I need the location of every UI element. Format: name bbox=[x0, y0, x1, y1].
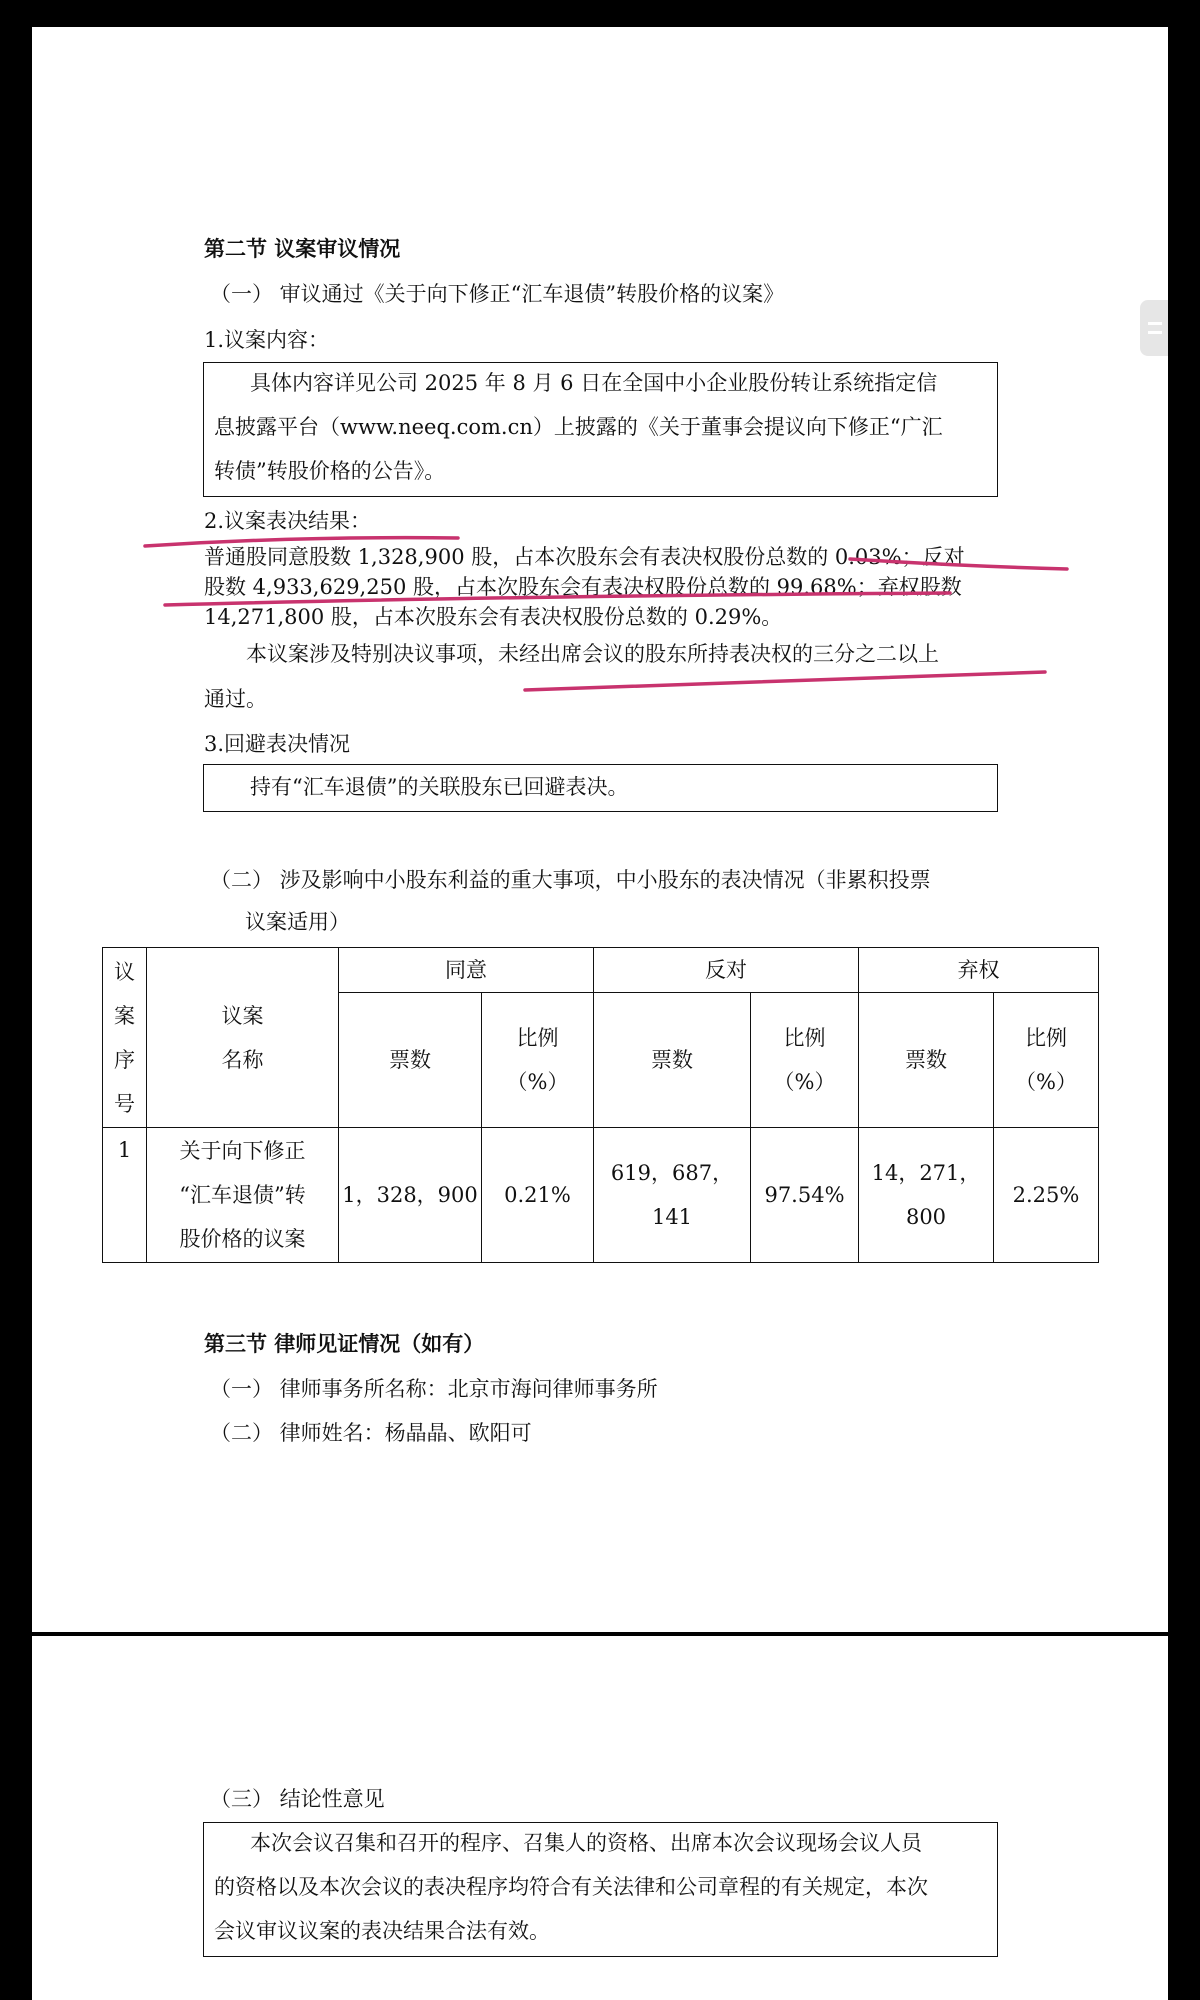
conclusion-box bbox=[203, 1822, 998, 1957]
content-line: 转债”转股价格的公告》。 bbox=[214, 459, 446, 483]
seq-header: 议 案 序 号 bbox=[103, 948, 147, 1128]
law-firm-line: （一） 律师事务所名称：北京市海问律师事务所 bbox=[210, 1377, 658, 1401]
agree-ratio-header: 比例 （%） bbox=[482, 993, 594, 1128]
conclusion-title: （三） 结论性意见 bbox=[210, 1787, 385, 1811]
row-abstain-ratio: 2.25% bbox=[994, 1128, 1099, 1263]
agree-header: 同意 bbox=[339, 948, 594, 993]
abstain-header: 弃权 bbox=[859, 948, 1099, 993]
row-agree-votes: 1，328，900 bbox=[339, 1128, 482, 1263]
result-line: 通过。 bbox=[204, 687, 267, 711]
content-heading: 1.议案内容： bbox=[204, 328, 330, 352]
section3-title: 第三节 律师见证情况（如有） bbox=[204, 1332, 485, 1356]
content-line: 息披露平台（www.neeq.com.cn）上披露的《关于董事会提议向下修正“广汇 bbox=[214, 415, 943, 439]
vote-table bbox=[102, 947, 1099, 1263]
row-against-ratio: 97.54% bbox=[751, 1128, 859, 1263]
against-header: 反对 bbox=[594, 948, 859, 993]
result-line: 普通股同意股数 1,328,900 股，占本次股东会有表决权股份总数的 0.03%；反对 bbox=[204, 545, 965, 569]
result-line: 股数 4,933,629,250 股，占本次股东会有表决权股份总数的 99.68%；弃权股数 bbox=[204, 575, 962, 599]
item2-title: （二） 涉及影响中小股东利益的重大事项，中小股东的表决情况（非累积投票 bbox=[210, 868, 931, 892]
result-line: 14,271,800 股，占本次股东会有表决权股份总数的 0.29%。 bbox=[204, 605, 783, 629]
row-seq: 1 bbox=[103, 1128, 147, 1263]
row-against-votes: 619，687，141 bbox=[594, 1128, 751, 1263]
section2-title: 第二节 议案审议情况 bbox=[204, 237, 401, 261]
row-abstain-votes: 14，271，800 bbox=[859, 1128, 994, 1263]
item2-title-cont: 议案适用） bbox=[245, 910, 350, 934]
against-votes-header: 票数 bbox=[594, 993, 751, 1128]
content-box bbox=[203, 362, 998, 497]
table-row bbox=[103, 1128, 1099, 1263]
side-menu-tab[interactable] bbox=[1140, 300, 1168, 356]
conclusion-line: 会议审议议案的表决结果合法有效。 bbox=[214, 1919, 550, 1943]
recusal-text: 持有“汇车退债”的关联股东已回避表决。 bbox=[250, 775, 629, 799]
name-header: 议案 名称 bbox=[147, 948, 339, 1128]
row-agree-ratio: 0.21% bbox=[482, 1128, 594, 1263]
result-heading: 2.议案表决结果： bbox=[204, 509, 372, 533]
recusal-heading: 3.回避表决情况 bbox=[204, 732, 351, 756]
row-name: 关于向下修正 “汇车退债”转 股价格的议案 bbox=[147, 1128, 339, 1263]
recusal-box bbox=[203, 764, 998, 812]
against-ratio-header: 比例 （%） bbox=[751, 993, 859, 1128]
conclusion-line: 的资格以及本次会议的表决程序均符合有关法律和公司章程的有关规定，本次 bbox=[214, 1875, 928, 1899]
item1-title: （一） 审议通过《关于向下修正“汇车退债”转股价格的议案》 bbox=[210, 282, 785, 306]
agree-votes-header: 票数 bbox=[339, 993, 482, 1128]
lawyer-names-line: （二） 律师姓名：杨晶晶、欧阳可 bbox=[210, 1421, 532, 1445]
result-line: 本议案涉及特别决议事项，未经出席会议的股东所持表决权的三分之二以上 bbox=[246, 642, 939, 666]
conclusion-line: 本次会议召集和召开的程序、召集人的资格、出席本次会议现场会议人员 bbox=[250, 1831, 922, 1855]
abstain-votes-header: 票数 bbox=[859, 993, 994, 1128]
abstain-ratio-header: 比例 （%） bbox=[994, 993, 1099, 1128]
content-line: 具体内容详见公司 2025 年 8 月 6 日在全国中小企业股份转让系统指定信 bbox=[250, 371, 938, 395]
